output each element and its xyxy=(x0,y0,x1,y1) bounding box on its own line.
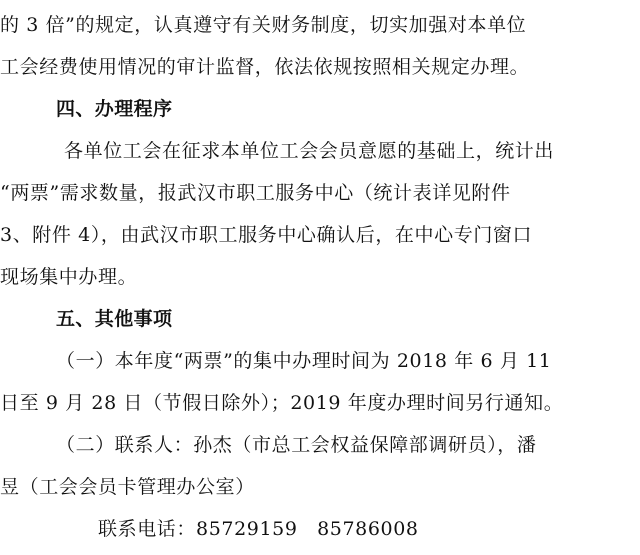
body-text-line: 昱（工会会员卡管理办公室） xyxy=(0,476,255,498)
body-text-line: 现场集中办理。 xyxy=(0,266,138,288)
body-text-line: 3、附件 4），由武汉市职工服务中心确认后，在中心专门窗口 xyxy=(0,224,533,246)
body-text-line: 工会经费使用情况的审计监督，依法依规按照相关规定办理。 xyxy=(0,56,530,78)
section-heading-procedure: 四、办理程序 xyxy=(56,98,173,120)
body-text-line: 日至 9 月 28 日（节假日除外）；2019 年度办理时间另行通知。 xyxy=(0,392,564,414)
body-text-line: （一）本年度“两票”的集中办理时间为 2018 年 6 月 11 xyxy=(56,350,552,372)
section-heading-other: 五、其他事项 xyxy=(56,308,173,330)
body-text-line: “两票”需求数量，报武汉市职工服务中心（统计表详见附件 xyxy=(0,182,511,204)
body-text-line: 各单位工会在征求本单位工会会员意愿的基础上，统计出 xyxy=(64,140,555,162)
body-text-line: 的 3 倍”的规定，认真遵守有关财务制度，切实加强对本单位 xyxy=(0,14,527,36)
contact-phone-line: 联系电话：85729159 85786008 xyxy=(98,518,419,540)
body-text-line: （二）联系人：孙杰（市总工会权益保障部调研员），潘 xyxy=(56,434,537,456)
